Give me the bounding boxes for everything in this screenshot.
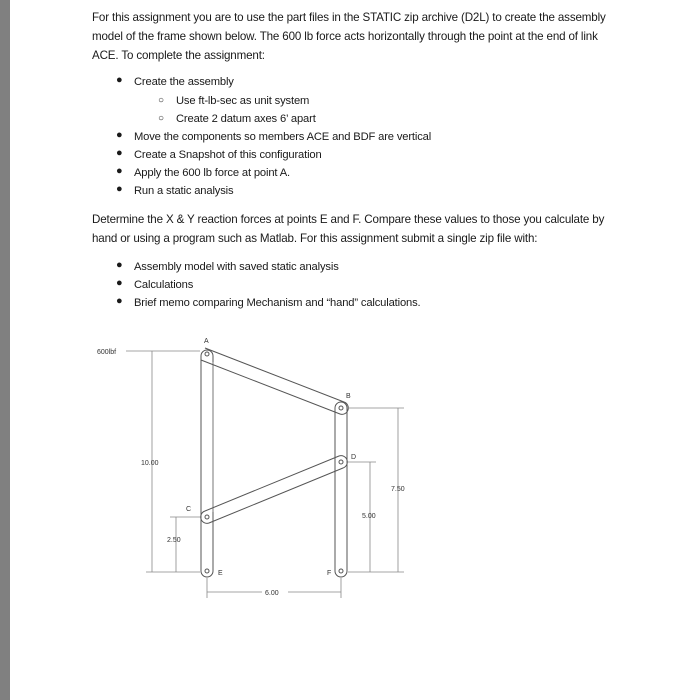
step-item: Create the assembly (134, 76, 234, 88)
dim-6-00: 6.00 (265, 590, 279, 597)
bullet: ● (116, 74, 123, 86)
link-ACE (201, 350, 213, 577)
dim-5-00: 5.00 (362, 513, 376, 520)
sub-bullet: ○ (158, 95, 165, 106)
force-label: 600lbf (97, 349, 117, 356)
determine-line-1: Determine the X & Y reaction forces at points E and F. Compare these values to those you calculate by (92, 213, 605, 226)
dim-2-50: 2.50 (167, 537, 181, 544)
bullet: ● (116, 295, 123, 307)
dim-7-50: 7.50 (391, 486, 405, 493)
link-BDF (335, 402, 347, 577)
intro-line-2: model of the frame shown below. The 600 lb force acts horizontally through the point at the end of link (92, 30, 598, 43)
intro-line-3: ACE. To complete the assignment: (92, 49, 265, 62)
point-C-label: C (186, 506, 192, 513)
point-F-label: F (327, 570, 332, 577)
link-CD (201, 456, 348, 524)
deliverable-item: Brief memo comparing Mechanism and “hand” calculations. (134, 297, 421, 309)
bullet: ● (116, 147, 123, 159)
bullet: ● (116, 165, 123, 177)
intro-line-1: For this assignment you are to use the part files in the STATIC zip archive (D2L) to create the assembly (92, 11, 606, 24)
step-item: Create a Snapshot of this configuration (134, 149, 322, 161)
sub-step-item: Use ft-lb-sec as unit system (176, 95, 310, 107)
bullet: ● (116, 259, 123, 271)
step-item: Move the components so members ACE and BDF are vertical (134, 131, 432, 143)
bullet: ● (116, 277, 123, 289)
determine-line-2: hand or using a program such as Matlab. For this assignment submit a single zip file with: (92, 232, 538, 245)
point-E-label: E (218, 570, 223, 577)
bullet: ● (116, 129, 123, 141)
dim-10: 10.00 (141, 460, 159, 467)
link-AB (201, 348, 348, 414)
step-item: Run a static analysis (134, 185, 234, 197)
sub-step-item: Create 2 datum axes 6’ apart (176, 113, 316, 125)
point-B-label: B (346, 393, 351, 400)
step-item: Apply the 600 lb force at point A. (134, 167, 290, 179)
sub-bullet: ○ (158, 113, 165, 124)
point-D-label: D (351, 454, 357, 461)
point-A-label: A (204, 338, 209, 345)
deliverable-item: Calculations (134, 279, 194, 291)
deliverable-item: Assembly model with saved static analysis (134, 261, 339, 273)
bullet: ● (116, 183, 123, 195)
